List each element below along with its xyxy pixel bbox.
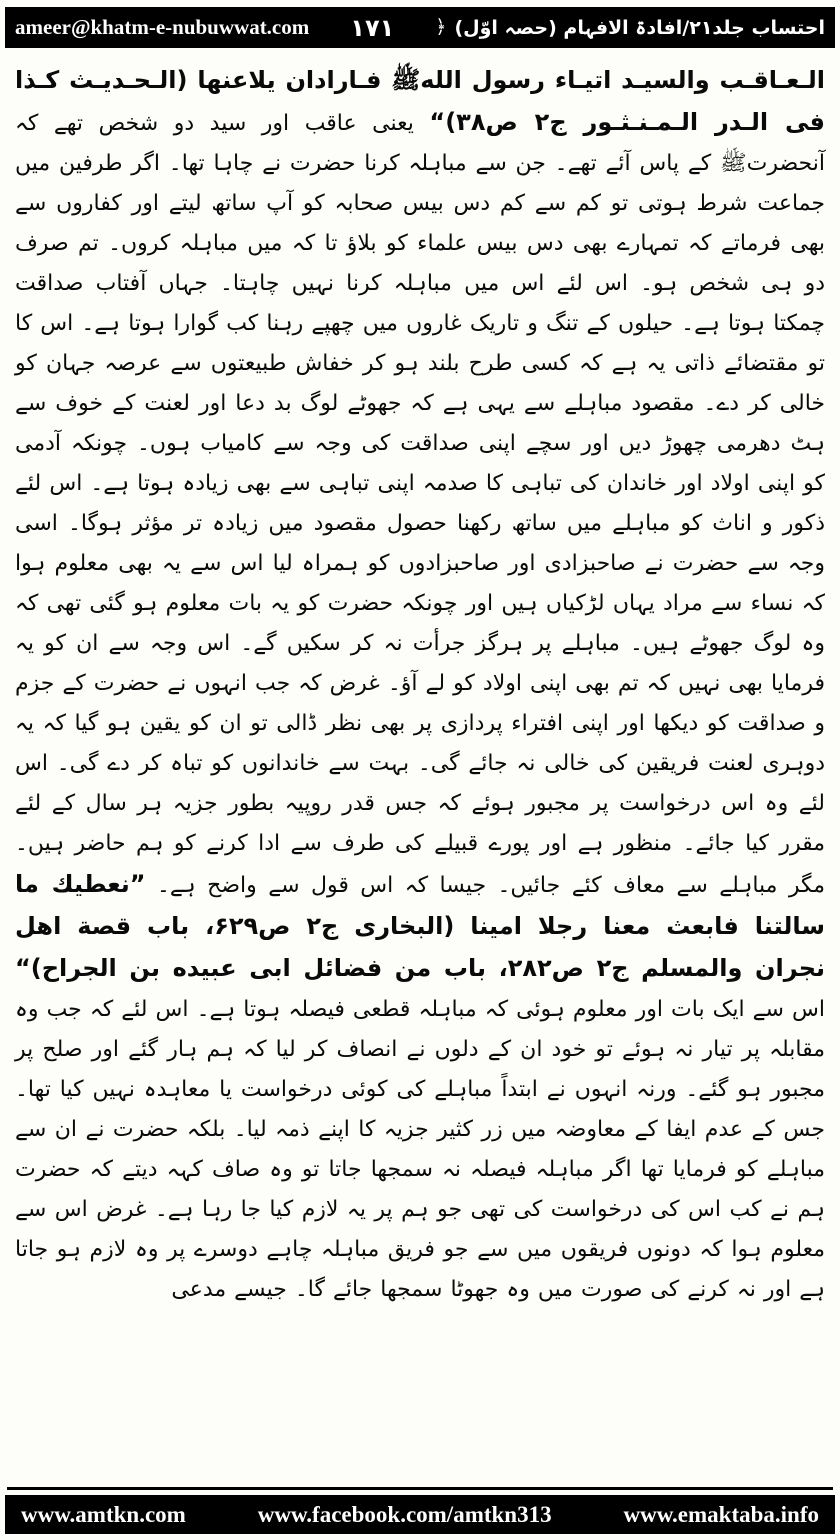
body-text (5, 48, 835, 1483)
urdu-commentary: یعنی عاقب اور سید دو شخص تھے کہ آنحضرتﷺ کے پاس آئے تھے۔ جن سے مباہلہ کرنا حضرت نے چاہا تھا۔ اگر طرفین میں جماعت شرط ہوتی تو کم سے کم دس بیس صحابہ کو آپ ساتھ لیتے اور کفاروں سے بھی فرماتے کہ تمہارے بھی دس بیس علماء کو بلاؤ تا کہ میں مباہلہ کروں۔ تم صرف دو ہی شخص ہو۔ اس لئے اس میں مباہلہ کرنا نہیں چاہتا۔ جہاں آفتاب صداقت چمکتا ہوتا ہے۔ حیلوں کے تنگ و تاریک غاروں میں چھپے رہنا کب گوارا ہوتا ہے۔ اس کا تو مقتضائے ذاتی یہ ہے کہ کسی طرح بلند ہو کر خفاش طبیعتوں سے عرصہ جہان کو خالی کر دے۔ مقصود مباہلے سے یہی ہے کہ جھوٹے لوگ بد دعا اور لعنت کے خوف سے ہٹ دھرمی چھوڑ دیں اور سچے اپنی صداقت کی وجہ سے کامیاب ہوں۔ چونکہ آدمی کو اپنی اولاد اور خاندان کی تباہی کا صدمہ اپنی تباہی سے بھی زیادہ ہوتا ہے۔ اس لئے ذکور و اناث کو مباہلے میں ساتھ رکھنا حصول مقصود میں زیادہ تر مؤثر ہوگا۔ اسی وجہ سے حضرت نے صاحبزادی اور صاحبزادوں کو ہمراہ لیا اس سے یہ بھی معلوم ہوا کہ نساء سے مراد یہاں لڑکیاں ہیں اور چونکہ حضرت کو یہ بات معلوم ہو گئی تھی کہ وہ لوگ جھوٹے ہیں۔ مباہلے پر ہرگز جرأت نہ کر سکیں گے۔ اس وجہ سے ان کو یہ فرمایا بھی نہیں کہ تم بھی اپنی اولاد کو لے آؤ۔ غرض کہ جب انہوں نے حضرت کے جزم و صداقت کو دیکھا اور اپنی افتراء پردازی پر بھی نظر ڈالی تو ان کو یقین ہو گیا کہ یہ دوہری لعنت فریقین کی خالی نہ جائے گی۔ بہت سے خاندانوں کو تباہ کر دے گی۔ اس لئے وہ اس درخواست پر مجبور ہوئے کہ جس قدر روپیہ بطور جزیہ ہر سال کے لئے مقرر کیا جائے۔ منظور ہے اور پورے قبیلے کی طرف سے ادا کرنے کو ہم حاضر ہیں۔ مگر مباہلے سے معاف کئے جائیں۔ جیسا کہ اس قول سے واضح ہے۔ (15, 111, 825, 898)
footer-bar (5, 1495, 835, 1534)
book-title: احتساب جلد۲۱/افادۃ الافہام (حصہ اوّل) (454, 16, 825, 39)
arabic-citation: الـعـاقـب والسيـد اتيـاء رسول اللهﷺ فـارادان يلاعنها (الـحـديـث كـذا فى الـدر الـمـنـثـور ج۲ ص۳۸)“ (15, 66, 826, 136)
header-title-group (435, 17, 825, 39)
footer-divider (7, 1487, 833, 1490)
page-number: ١٧١ (350, 13, 395, 42)
header-bar (5, 7, 835, 48)
footer-link-amtkn: www.amtkn.com (21, 1501, 186, 1527)
footer-link-emaktaba: www.emaktaba.info (623, 1501, 819, 1527)
arabic-quote: ”نعطيك ما سالتنا فابعث معنا رجلا امينا (البخارى ج۲ ص۶۲۹، باب قصة اهل نجران والمسلم ج۲ ص۲۸۲، باب من فضائل ابى عبيده بن الجراح)“ (15, 870, 826, 982)
urdu-commentary-continued: اس سے ایک بات اور معلوم ہوئی کہ مباہلہ قطعی فیصلہ ہوتا ہے۔ اس لئے کہ جب وہ مقابلہ پر تیار نہ ہوئے تو خود ان کے دلوں نے انصاف کر لیا کہ ہم ہار گئے اور صلح پر مجبور ہو گئے۔ ورنہ انہوں نے ابتداً مباہلے کی کوئی درخواست یا معاہدہ نہیں کیا تھا۔ جس کے عدم ایفا کے معاوضہ میں زر کثیر جزیہ کا اپنے ذمہ لیا۔ بلکہ حضرت نے ان سے مباہلے کو فرمایا تھا اگر مباہلہ فیصلہ نہ سمجھا جاتا تو وہ صاف کہہ دیتے کہ حضرت ہم نے کب اس کی درخواست کی تھی جو ہم پر یہ لازم کیا جا رہا ہے۔ غرض اس سے معلوم ہوا کہ دونوں فریقوں میں سے جو فریق مباہلہ چاہے دوسرے پر وہ لازم ہو جاتا ہے اور نہ کرنے کی صورت میں وہ جھوٹا سمجھا جائے گا۔ جیسے مدعی (15, 997, 825, 1302)
header-email: ameer@khatm-e-nubuwwat.com (15, 15, 310, 39)
footer-link-facebook: www.facebook.com/amtkn313 (257, 1501, 552, 1527)
ornament-icon: ﴿ (435, 16, 447, 38)
